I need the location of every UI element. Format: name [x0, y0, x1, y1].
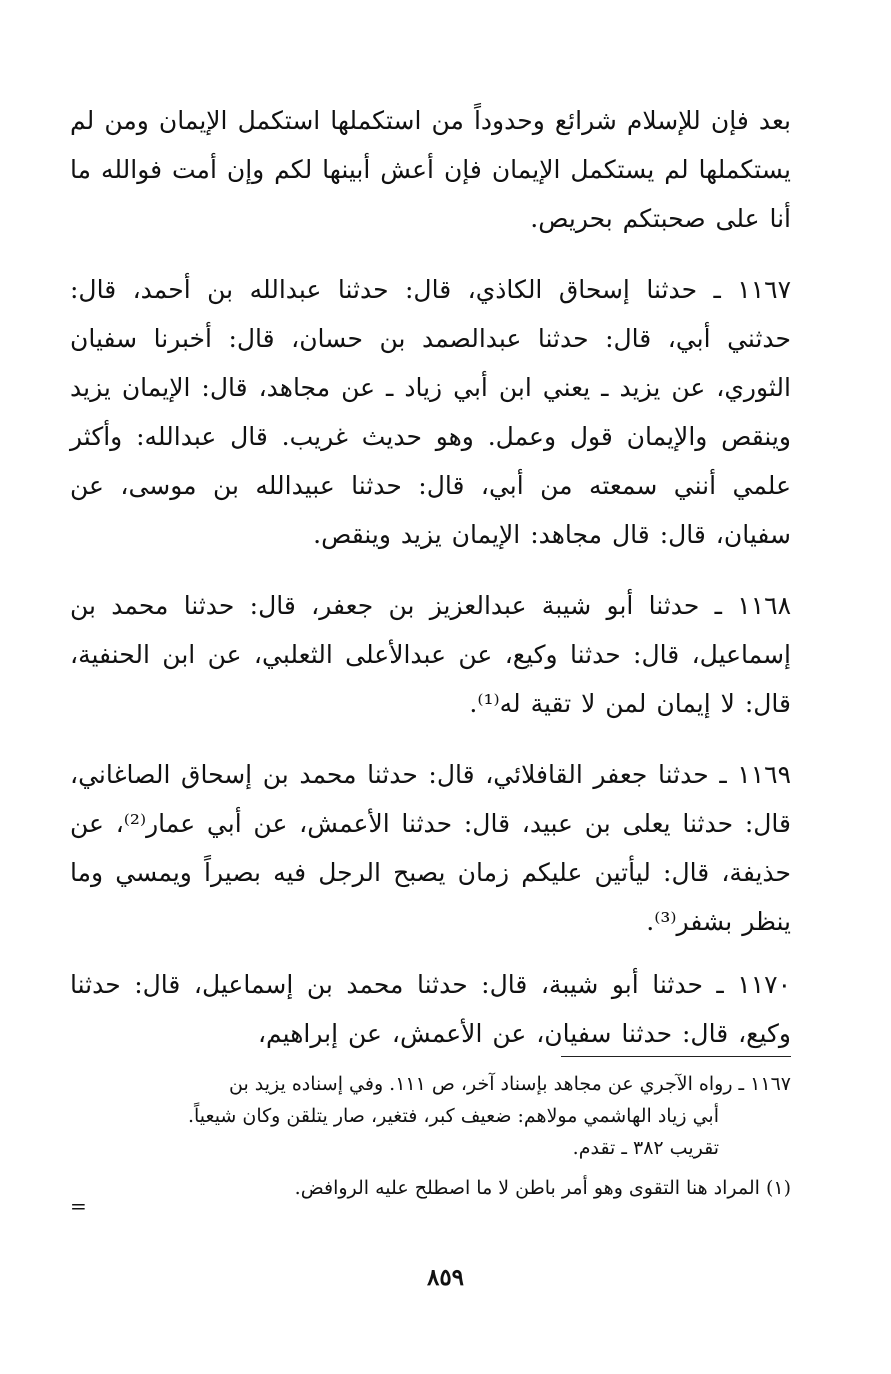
footnote-1167-line: تقريب ٣٨٢ ـ تقدم.: [572, 1137, 719, 1159]
footnote-separator: [561, 1056, 791, 1057]
hadith-1168: ١١٦٨ ـ حدثنا أبو شيبة عبدالعزيز بن جعفر، قال: حدثنا محمد بن إسماعيل، قال: حدثنا وكيع، عن عبدالأعلى الثعلبي، عن ابن الحنفية، قال: لا إيمان لمن لا تقية له⁽¹⁾.: [70, 591, 791, 718]
continuation-mark: =: [70, 1194, 87, 1218]
footnote-1167-line: ١١٦٧ ـ رواه الآجري عن مجاهد بإسناد آخر، ص ١١١. وفي إسناده يزيد بن: [228, 1073, 791, 1095]
hadith-1170: ١١٧٠ ـ حدثنا أبو شيبة، قال: حدثنا محمد بن إسماعيل، قال: حدثنا وكيع، قال: حدثنا سفيان، عن الأعمش، عن إبراهيم،: [70, 970, 791, 1048]
paragraph-intro: بعد فإن للإسلام شرائع وحدوداً من استكملها استكمل الإيمان ومن لم يستكملها لم يستكمل الإيمان فإن أعش أبينها لكم وإن أمت فوالله ما أنا على صحبتكم بحريص.: [70, 106, 791, 233]
page-number: ٨٥٩: [426, 1264, 465, 1291]
footnote-1167-line: أبي زياد الهاشمي مولاهم: ضعيف كبر، فتغير، صار يتلقن وكان شيعياً.: [187, 1105, 719, 1127]
footnote-1: (١) المراد هنا التقوى وهو أمر باطن لا ما اصطلح عليه الروافض.: [294, 1177, 791, 1199]
hadith-1167: ١١٦٧ ـ حدثنا إسحاق الكاذي، قال: حدثنا عبدالله بن أحمد، قال: حدثني أبي، قال: حدثنا عبدالصمد بن حسان، قال: أخبرنا سفيان الثوري، عن يزيد ـ يعني ابن أبي زياد ـ عن مجاهد، قال: الإيمان يزيد وينقص والإيمان قول وعمل. وهو حديث غريب. قال عبدالله: وأكثر علمي أنني سمعته من أبي، قال: حدثنا عبيدالله بن موسى، عن سفيان، قال: قال مجاهد: الإيمان يزيد وينقص.: [70, 275, 791, 549]
footnotes: [78, 1068, 791, 1204]
main-text: [70, 96, 791, 1058]
hadith-1169: ١١٦٩ ـ حدثنا جعفر القافلائي، قال: حدثنا محمد بن إسحاق الصاغاني، قال: حدثنا يعلى بن عبيد، قال: حدثنا الأعمش، عن أبي عمار⁽²⁾، عن حذيفة، قال: ليأتين عليكم زمان يصبح الرجل فيه بصيراً ويمسي وما ينظر بشفر⁽³⁾.: [70, 760, 791, 936]
